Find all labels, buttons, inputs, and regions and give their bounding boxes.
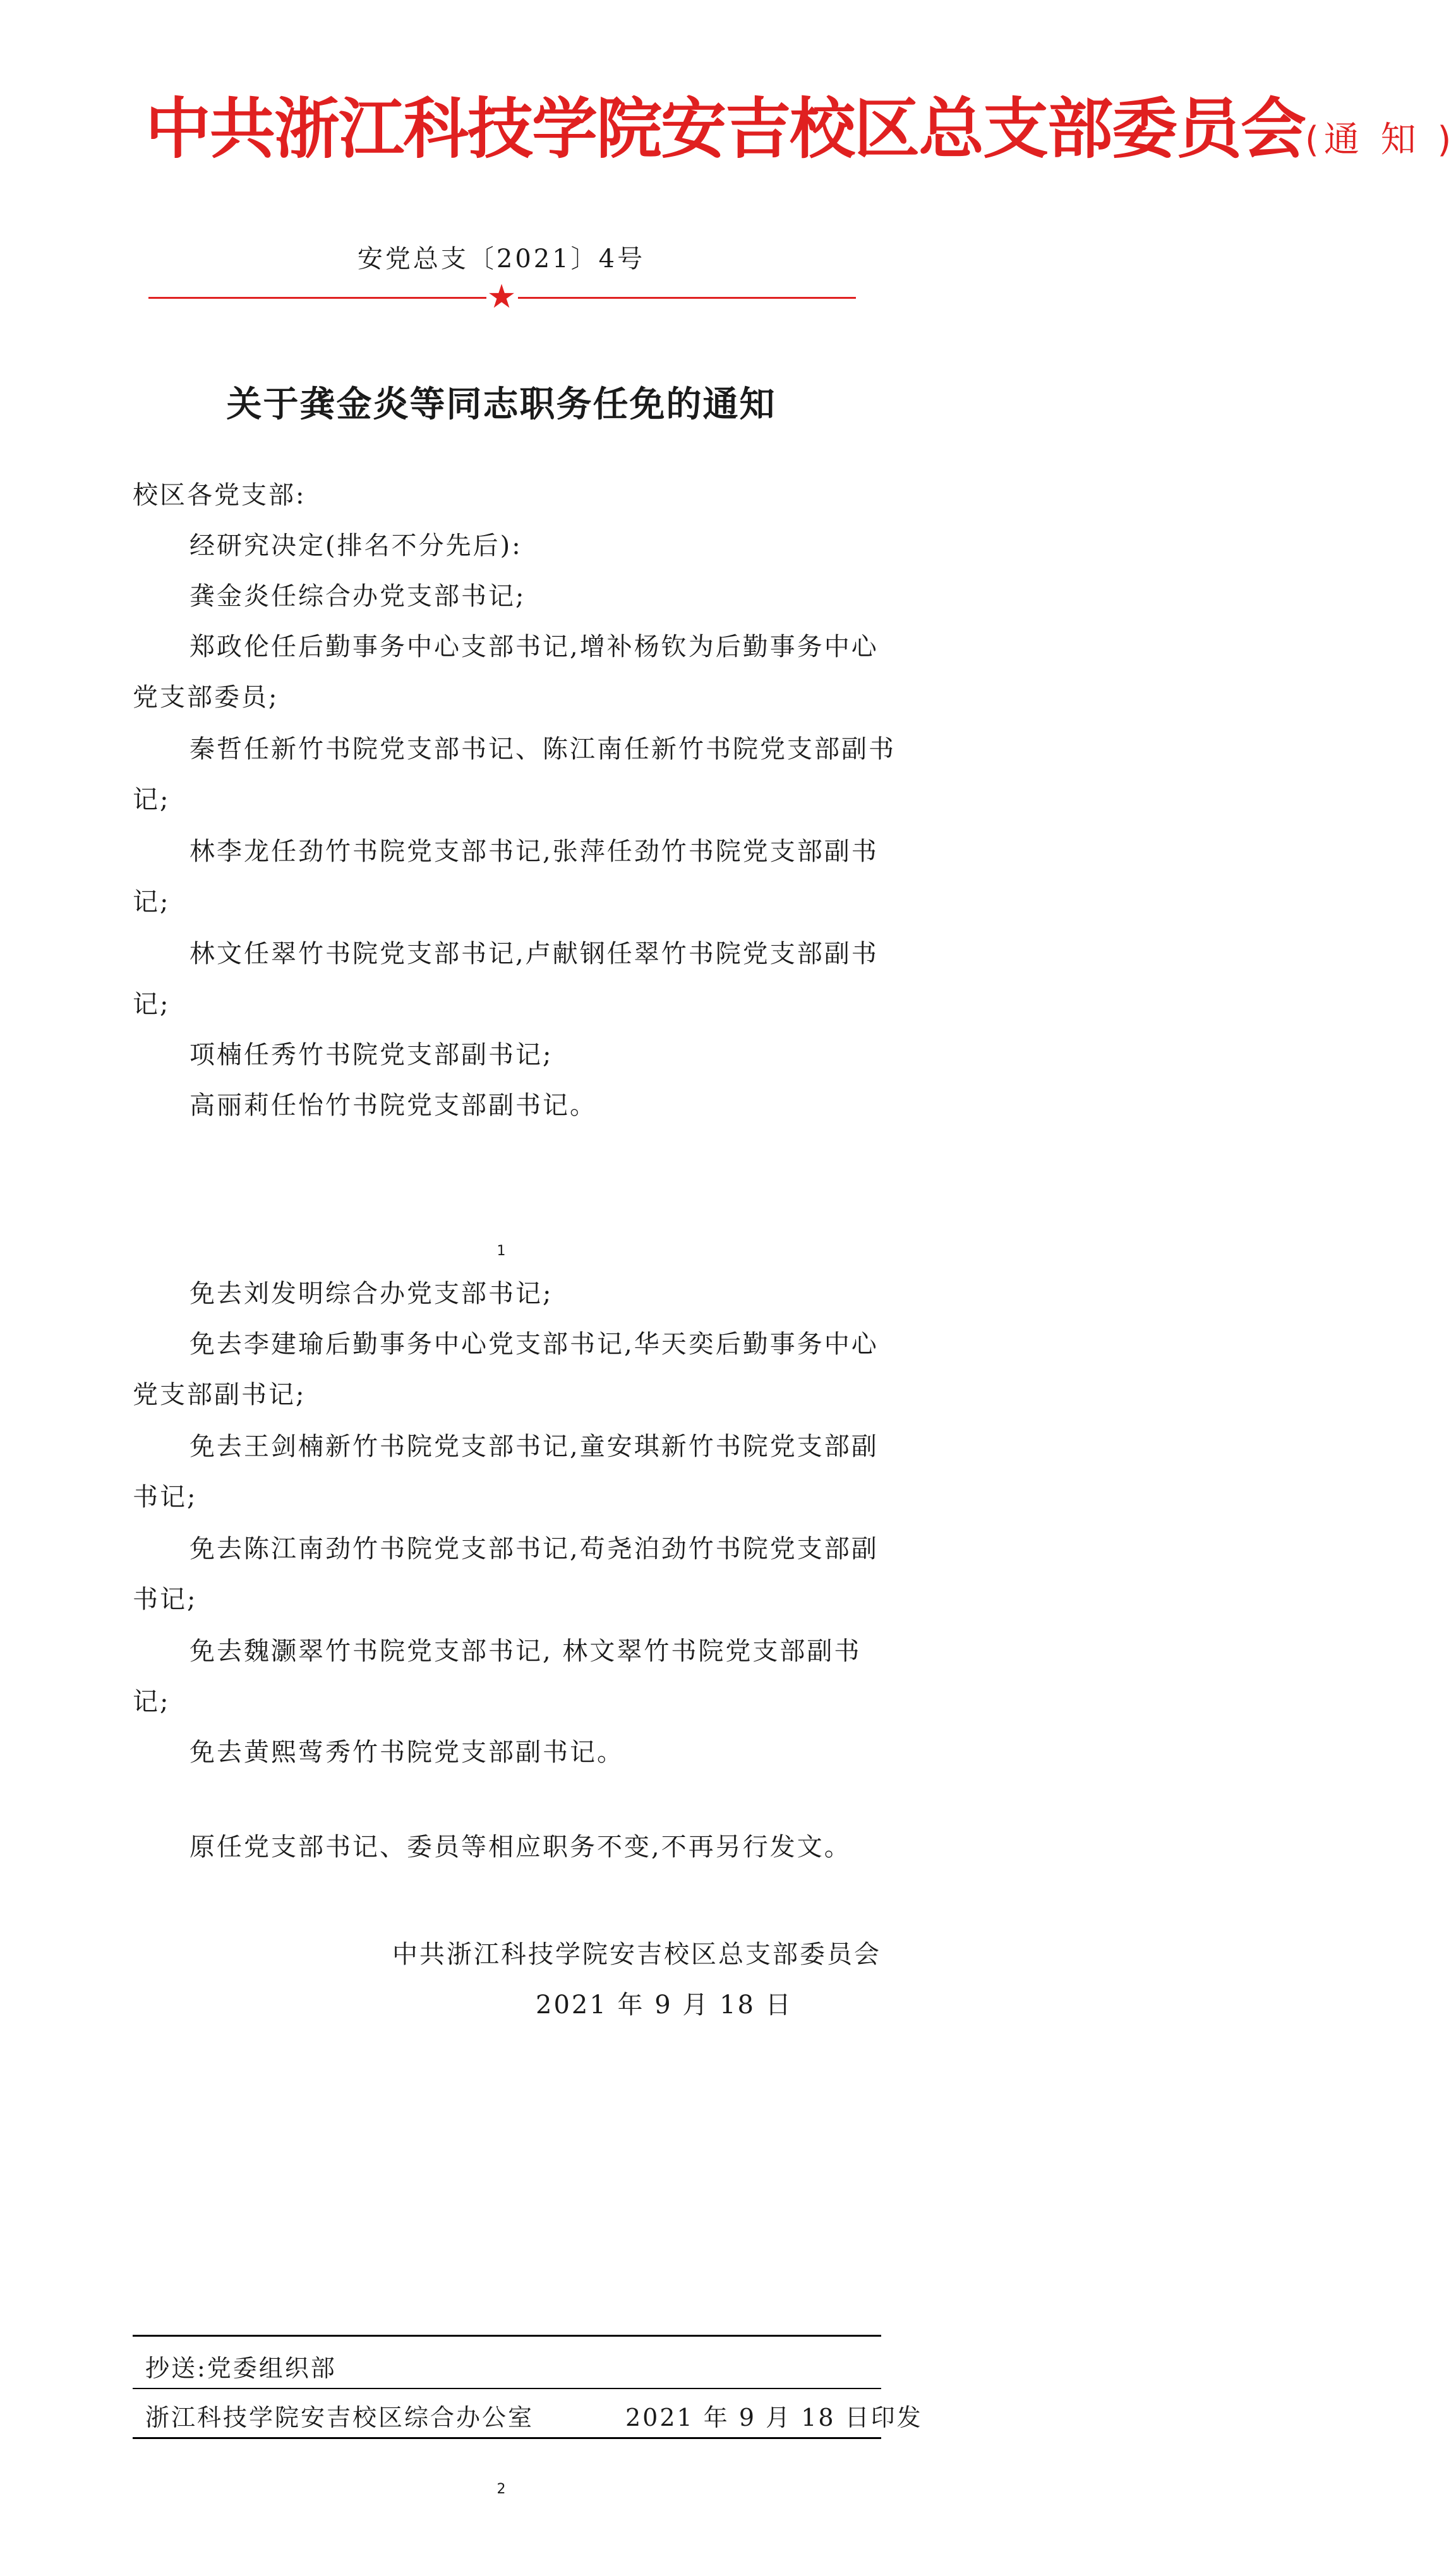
page-number-2: 2 bbox=[496, 2481, 506, 2497]
appointment-line: 记; bbox=[133, 785, 171, 814]
doc-type: (通 知 ) bbox=[1305, 119, 1456, 160]
closing-paragraph: 原任党支部书记、委员等相应职务不变,不再另行发文。 bbox=[190, 1833, 851, 1862]
footer-rule-middle bbox=[133, 2388, 881, 2389]
appointment-line: 记; bbox=[133, 888, 171, 917]
appointment-line: 郑政伦任后勤事务中心支部书记,增补杨钦为后勤事务中心 bbox=[190, 632, 879, 661]
appointment-line: 林李龙任劲竹书院党支部书记,张萍任劲竹书院党支部副书 bbox=[190, 837, 879, 866]
removal-line: 记; bbox=[133, 1687, 171, 1716]
appointment-line: 龚金炎任综合办党支部书记; bbox=[190, 582, 526, 611]
removal-line: 书记; bbox=[133, 1585, 198, 1614]
appointment-line: 秦哲任新竹书院党支部书记、陈江南任新竹书院党支部副书 bbox=[190, 735, 896, 764]
salutation: 校区各党支部: bbox=[133, 481, 306, 510]
footer-rule-bottom bbox=[133, 2437, 881, 2439]
removal-line: 书记; bbox=[133, 1483, 198, 1512]
intro: 经研究决定(排名不分先后): bbox=[190, 531, 522, 560]
doc-number: 安党总支〔2021〕4号 bbox=[357, 244, 646, 274]
appointment-line: 项楠任秀竹书院党支部副书记; bbox=[190, 1040, 553, 1069]
appointment-line: 林文任翠竹书院党支部书记,卢献钢任翠竹书院党支部副书 bbox=[190, 939, 879, 968]
signature-date: 2021 年 9 月 18 日 bbox=[536, 1991, 793, 2020]
removal-line: 免去黄熙莺秀竹书院党支部副书记。 bbox=[190, 1738, 624, 1767]
red-divider-right bbox=[518, 297, 856, 299]
red-header bbox=[145, 76, 1456, 171]
page-number-1: 1 bbox=[496, 1243, 506, 1259]
red-divider-left bbox=[148, 297, 486, 299]
signature-org: 中共浙江科技学院安吉校区总支部委员会 bbox=[392, 1940, 881, 1969]
issue-date: 2021 年 9 月 18 日印发 bbox=[625, 2404, 923, 2431]
document-title: 关于龚金炎等同志职务任免的通知 bbox=[226, 384, 776, 425]
appointment-line: 高丽莉任怡竹书院党支部副书记。 bbox=[190, 1091, 597, 1120]
appointment-line: 记; bbox=[133, 990, 171, 1019]
removal-line: 免去王剑楠新竹书院党支部书记,童安琪新竹书院党支部副 bbox=[190, 1432, 879, 1461]
appointment-line: 党支部委员; bbox=[133, 683, 279, 712]
removal-line: 免去陈江南劲竹书院党支部书记,苟尧泊劲竹书院党支部副 bbox=[190, 1534, 879, 1563]
footer-rule-top bbox=[133, 2335, 881, 2337]
issuer: 浙江科技学院安吉校区综合办公室 bbox=[145, 2404, 534, 2431]
removal-line: 免去李建瑜后勤事务中心党支部书记,华天奕后勤事务中心 bbox=[190, 1330, 879, 1359]
org-title: 中共浙江科技学院安吉校区总支部委员会 bbox=[145, 90, 1306, 167]
removal-line: 党支部副书记; bbox=[133, 1380, 306, 1409]
removal-line: 免去魏灏翠竹书院党支部书记, 林文翠竹书院党支部副书 bbox=[190, 1637, 862, 1666]
cc-line: 抄送:党委组织部 bbox=[145, 2354, 337, 2382]
star-icon: ★ bbox=[486, 278, 517, 316]
removal-line: 免去刘发明综合办党支部书记; bbox=[190, 1279, 553, 1308]
